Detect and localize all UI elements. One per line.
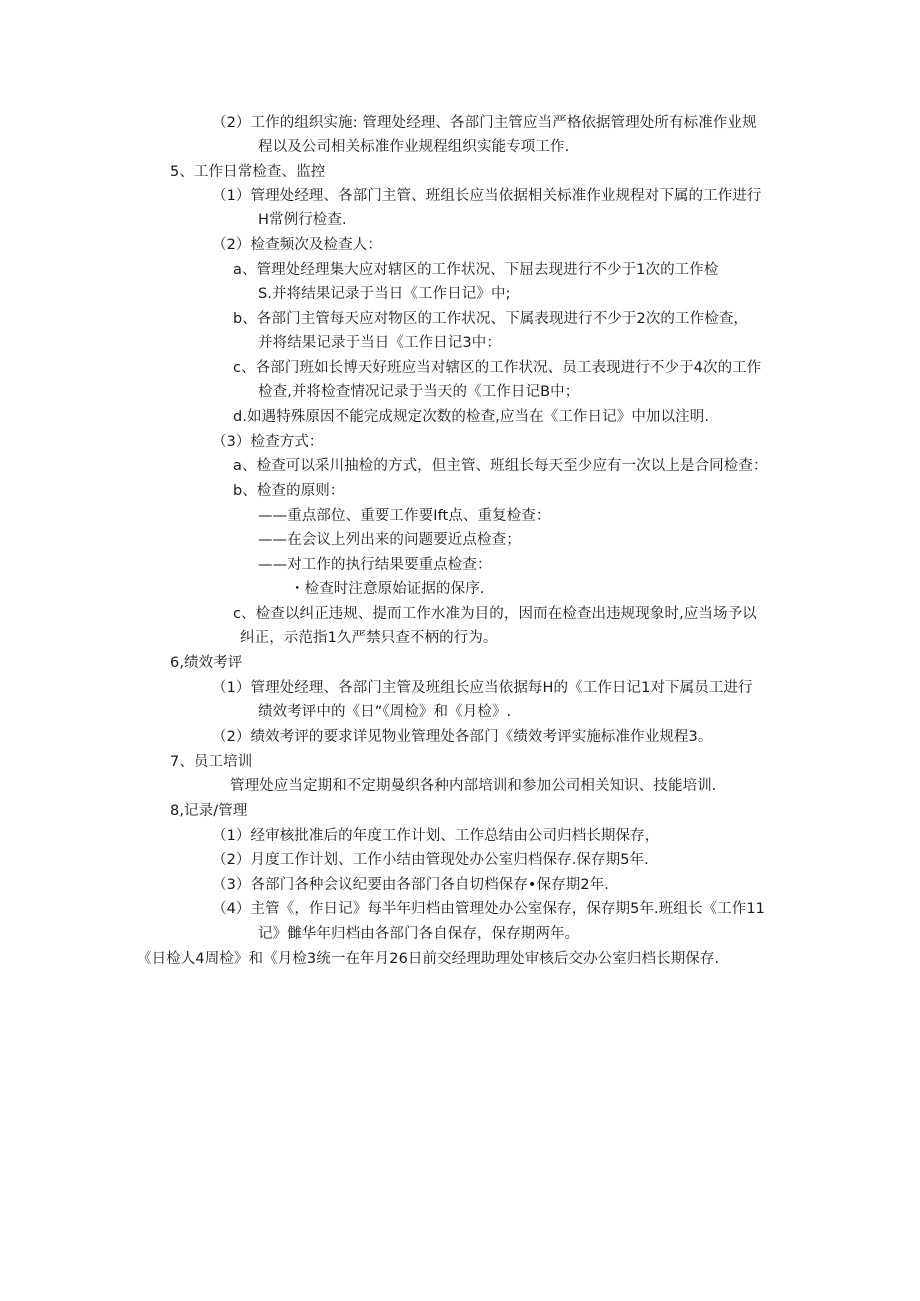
- text-line: （2）检查频次及检查人：: [212, 237, 382, 253]
- text-line: （2）绩效考评的要求详见物业管理处各部门《绩效考评实施标准作业规程3。: [212, 729, 713, 745]
- text-line: S.并将结果记录于当日《工作日记》中;: [258, 286, 511, 302]
- text-line: 并将结果记录于当日《工作日记3中：: [258, 335, 501, 351]
- text-line: 管理处应当定期和不定期曼织各种内部培训和参加公司相关知识、技能培训.: [230, 778, 717, 794]
- text-line: （2）月度工作计划、工作小结由管现处办公室归档保存.保存期5年.: [212, 852, 649, 868]
- text-line: （1）管理处经理、各部门主管、班组长应当依据相关标准作业规程对下属的工作进行: [212, 188, 762, 204]
- text-line: （1）经审核批准后的年度工作计划、工作总结由公司归档长期保存，: [212, 828, 660, 844]
- text-line: c、检查以纠正违规、提而工作水准为目的，因而在检查出违规现象时,应当场予以: [233, 606, 757, 622]
- text-line: a、检查可以采川抽检的方式，但主管、班组长每天至少应有一次以上是合同检查：: [233, 458, 768, 474]
- section-heading: 5、工作日常检查、监控: [170, 164, 326, 180]
- section-heading: 7、员工培训: [170, 754, 253, 770]
- text-line: c、各部门班如长博天好班应当对辖区的工作状况、员工表现进行不少于4次的工作: [233, 360, 762, 376]
- text-line: （4）主管《，作日记》每半年归档由管理处办公室保存，保存期5年.班组长《工作11: [212, 901, 766, 917]
- text-line: ——在会议上列出来的问题要近点检查；: [258, 532, 521, 548]
- text-line: b、各部门主管每天应对物区的工作状况、下属表现进行不少于2次的工作检查，: [233, 311, 749, 327]
- text-line: 《日检人4周检》和《月检3统一在年月26日前交经理助理处审核后交办公室归档长期保存.: [137, 951, 720, 967]
- text-line: （2）工作的组织实施: 管理处经理、各部门主管应当严格依据管理处所有标准作业规: [212, 115, 757, 131]
- text-line: 检查,并将检查情况记录于当天的《工作日记B中；: [258, 384, 580, 400]
- text-line: 绩效考评中的《日”《周检》和《月检》.: [258, 704, 512, 720]
- text-line: （3）各部门各种会议纪要由各部门各自切档保存•保存期2年.: [212, 877, 610, 893]
- section-heading: 6,绩效考评: [170, 655, 243, 671]
- text-line: 记》雠华年归档由各部门各自保存，保存期两年。: [258, 926, 580, 942]
- section-heading: 8,记录/管理: [170, 803, 248, 819]
- text-line: （1）管理处经理、各部门主管及班组长应当依据每H的《工作日记1对下属员工进行: [212, 680, 753, 696]
- text-line: a、管理处经理集大应对辖区的工作状况、下屈去现进行不少于1次的工作检: [233, 262, 719, 278]
- text-line: ・检查时注意原始证据的保序.: [290, 581, 485, 597]
- text-line: （3）检查方式：: [212, 434, 324, 450]
- text-line: ——重点部位、重要工作要Ift点、重复检查：: [258, 508, 551, 524]
- text-line: d.如遇特殊原因不能完成规定次数的检查,应当在《工作日记》中加以注明.: [233, 409, 710, 425]
- text-line: 程以及公司相关标准作业规程组织实能专项工作.: [258, 139, 570, 155]
- text-line: b、检查的原则：: [233, 483, 345, 499]
- text-line: ——对工作的执行结果要重点检查：: [258, 557, 492, 573]
- text-line: H常例行检查.: [258, 212, 347, 228]
- text-line: 纠正，示范指1久严禁只查不柄的行为。: [240, 630, 498, 646]
